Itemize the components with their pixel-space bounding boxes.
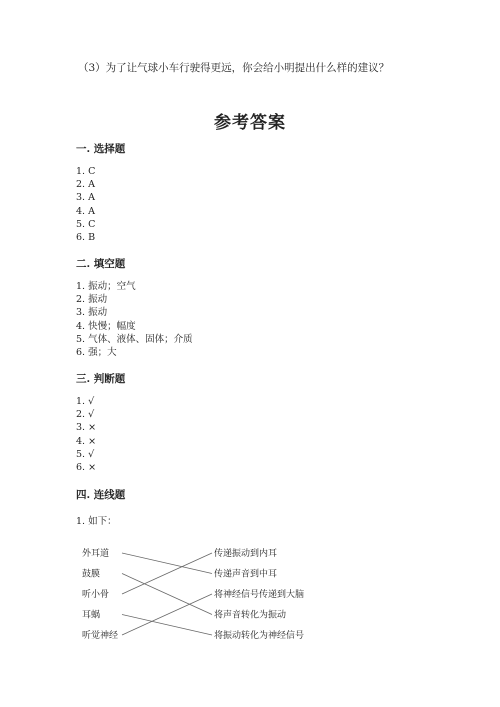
answer-item: 1. C xyxy=(76,166,96,177)
answers-title: 参考答案 xyxy=(214,113,286,133)
matching-connector-line xyxy=(122,553,212,594)
section-title-judge: 三. 判断题 xyxy=(76,373,126,385)
matching-right-item: 传递声音到中耳 xyxy=(214,569,278,580)
answer-item: 5. √ xyxy=(76,448,95,460)
answer-item: 3. 振动 xyxy=(76,307,108,319)
answer-item: 4. A xyxy=(76,205,95,217)
matching-right-item: 将振动转化为神经信号 xyxy=(214,631,305,641)
section-title-choice: 一. 选择题 xyxy=(76,143,126,155)
answer-item: 1. 振动；空气 xyxy=(76,281,136,292)
answer-item: 5. 气体、液体、固体；介质 xyxy=(76,333,193,345)
matching-connector-line xyxy=(122,615,212,636)
answer-item: 1. √ xyxy=(76,396,95,407)
matching-right-item: 将声音转化为振动 xyxy=(214,610,287,621)
answer-item: 6. × xyxy=(76,462,97,474)
matching-connector-line xyxy=(122,553,212,574)
answer-item: 6. B xyxy=(76,232,96,244)
answer-item: 3. A xyxy=(76,192,95,204)
matching-right-item: 将神经信号传递到大脑 xyxy=(214,590,305,600)
matching-right-item: 传递振动到内耳 xyxy=(214,549,278,559)
section-title-fill: 二. 填空题 xyxy=(76,258,126,270)
matching-left-item: 外耳道 xyxy=(82,549,110,559)
answer-item: 2. A xyxy=(76,179,95,191)
question-3-text: （3）为了让气球小车行驶得更远，你会给小明提出什么样的建议？ xyxy=(78,62,390,74)
matching-left-item: 耳蜗 xyxy=(82,610,101,621)
answer-item: 4. × xyxy=(76,435,97,447)
matching-left-item: 听觉神经 xyxy=(82,631,119,641)
answer-item: 2. √ xyxy=(76,409,95,421)
matching-left-item: 听小骨 xyxy=(82,590,110,600)
answer-item: 2. 振动 xyxy=(76,294,108,306)
answer-item: 5. C xyxy=(76,218,96,230)
matching-left-item: 鼓膜 xyxy=(82,569,101,580)
answer-item: 4. 快慢；幅度 xyxy=(76,320,136,332)
section-title-matching: 四. 连线题 xyxy=(76,489,126,501)
answer-item: 3. × xyxy=(76,422,97,434)
matching-connector-line xyxy=(122,574,212,615)
answer-item: 6. 强；大 xyxy=(76,347,117,359)
matching-connector-line xyxy=(122,594,212,635)
matching-intro: 1. 如下： xyxy=(76,516,117,527)
